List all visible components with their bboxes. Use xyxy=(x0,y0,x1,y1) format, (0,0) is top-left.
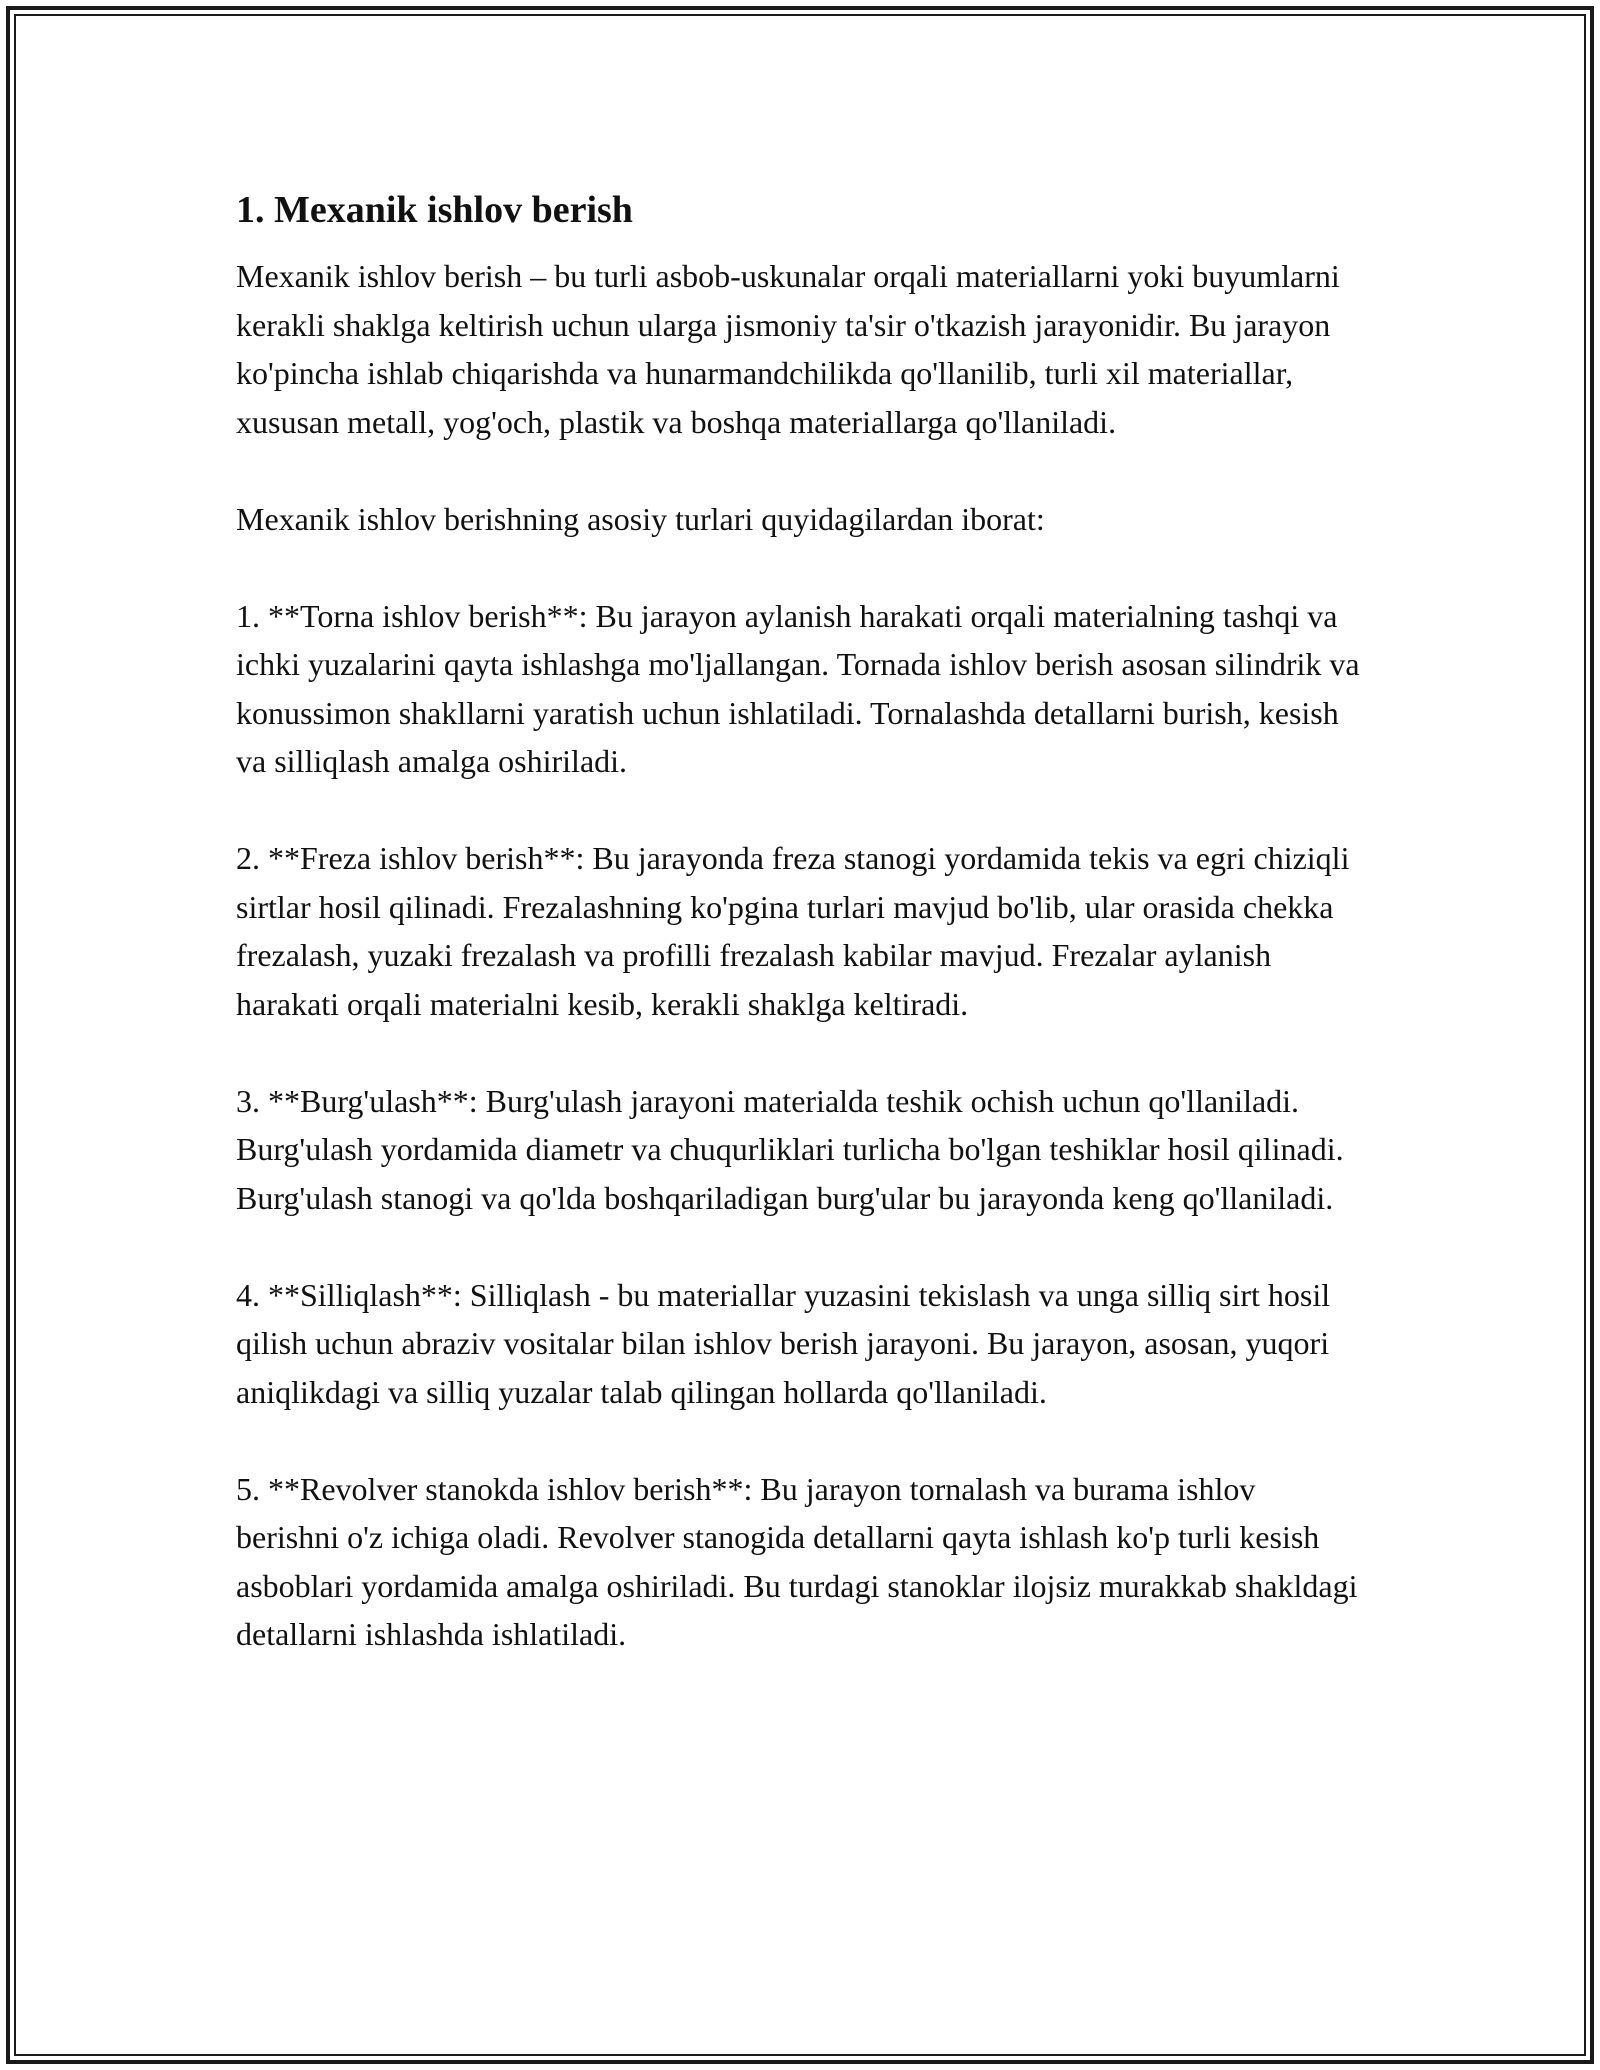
list-item-silliqlash: 4. **Silliqlash**: Silliqlash - bu materiallar yuzasini tekislash va unga silliq sirt hosil qilish uchun abraziv vositalar bilan ishlov berish jarayoni. Bu jarayon, asosan, yuqori aniqlikdagi va silliq yuzalar talab qilingan hollarda qo'llaniladi. xyxy=(236,1276,1331,1410)
list-item-revolver: 5. **Revolver stanokda ishlov berish**: Bu jarayon tornalash va burama ishlov berishni o'z ichiga oladi. Revolver stanogida detallarni qayta ishlash ko'p turli kesish asboblari yordamida amalga oshiriladi. Bu turdagi stanoklar ilojsiz murakkab shakldagi detallarni ishlashda ishlatiladi. xyxy=(236,1470,1358,1652)
list-item-burgulash: 3. **Burg'ulash**: Burg'ulash jarayoni materialda teshik ochish uchun qo'llaniladi. Burg'ulash yordamida diametr va chuqurliklari turlicha bo'lgan teshiklar hosil qilinadi. Burg'ulash stanogi va qo'lda boshqariladigan burg'ular bu jarayonda keng qo'llaniladi. xyxy=(236,1082,1344,1216)
intro-paragraph: Mexanik ishlov berish – bu turli asbob-uskunalar orqali materiallarni yoki buyumlarni kerakli shaklga keltirish uchun ularga jismoniy ta'sir o'tkazish jarayonidir. Bu jarayon ko'pincha ishlab chiqarishda va hunarmandchilikda qo'llanilib, turli xil materiallar, xususan metall, yog'och, plastik va boshqa materiallarga qo'llaniladi. xyxy=(236,258,1340,440)
list-item-torna: 1. **Torna ishlov berish**: Bu jarayon aylanish harakati orqali materialning tashqi va ichki yuzalarini qayta ishlashga mo'ljallangan. Tornada ishlov berish asosan silindrik va konussimon shakllarni yaratish uchun ishlatiladi. Tornalashda detallarni burish, kesish va silliqlash amalga oshiriladi. xyxy=(236,597,1360,779)
section-heading: 1. Mexanik ishlov berish xyxy=(236,189,633,231)
types-intro-paragraph: Mexanik ishlov berishning asosiy turlari quyidagilardan iborat: xyxy=(236,500,1045,537)
list-item-freza: 2. **Freza ishlov berish**: Bu jarayonda freza stanogi yordamida tekis va egri chiziqli sirtlar hosil qilinadi. Frezalashning ko'pgina turlari mavjud bo'lib, ular orasida chekka frezalash, yuzaki frezalash va profilli frezalash kabilar mavjud. Frezalar aylanish harakati orqali materialni kesib, kerakli shaklga keltiradi. xyxy=(236,840,1350,1022)
document-body xyxy=(236,186,1366,1659)
